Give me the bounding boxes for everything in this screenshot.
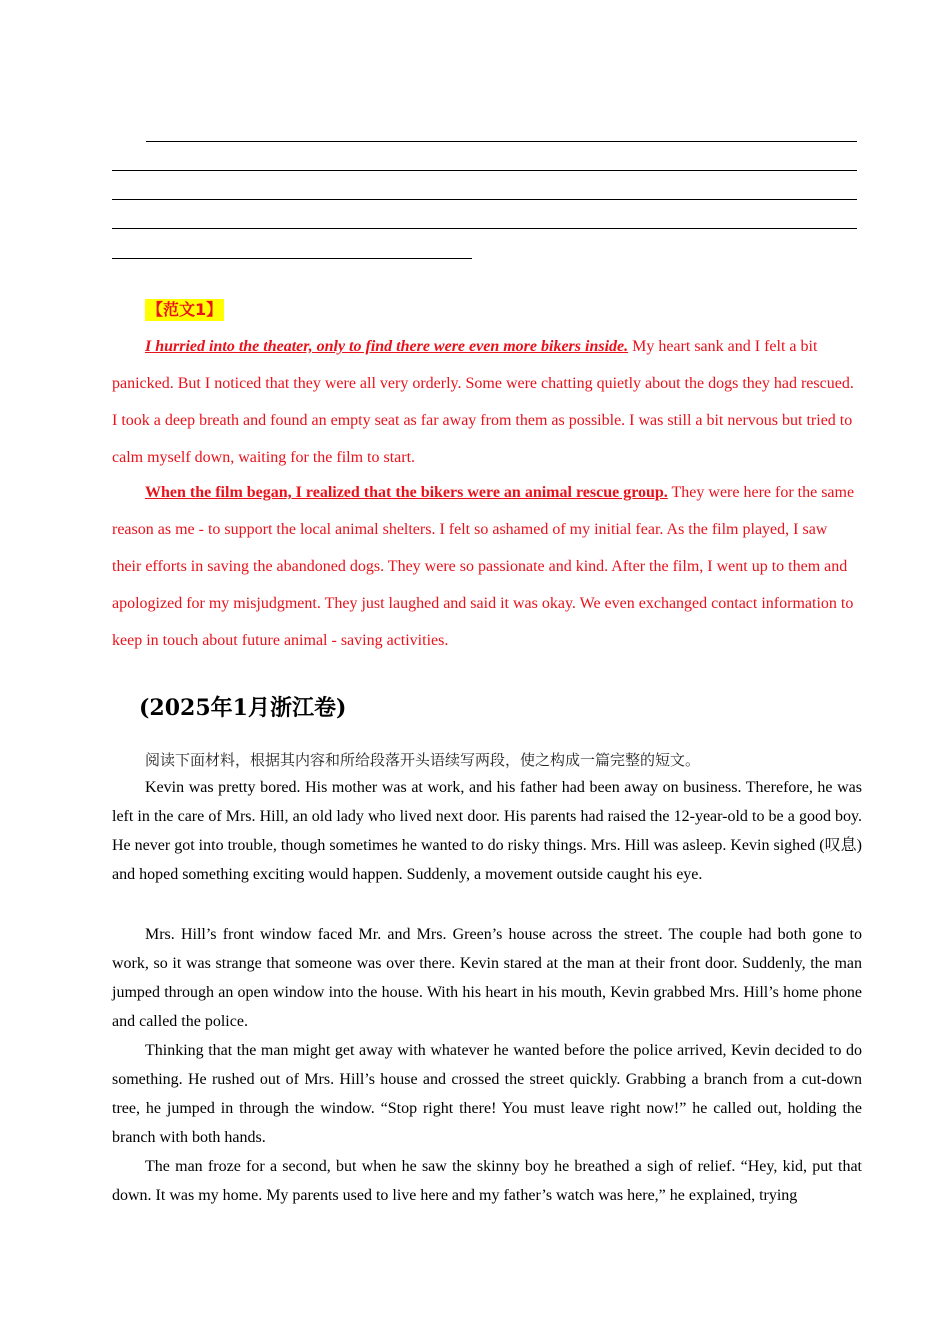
essay-paragraph-1-lead: I hurried into the theater, only to find there were even more bikers inside. <box>145 338 629 355</box>
sample-essay-label: 【范文1】 <box>147 300 223 319</box>
answer-line[interactable] <box>112 199 857 200</box>
essay-paragraph-2-body: They were here for the same reason as me - to support the local animal shelters. I felt so ashamed of my initial fear. As the film played, I saw their efforts in saving the abandoned dogs. They were so passionate and kind. After the film, I went up to them and apologized for my misjudgment. They just laughed and said it was okay. We even exchanged contact information to keep in touch about future animal - saving activities. <box>112 484 855 649</box>
story-paragraph-2 <box>112 920 862 1036</box>
essay-paragraph-1-body: My heart sank and I felt a bit panicked. But I noticed that they were all very orderly. Some were chatting quietly about the dogs they had rescued. I took a deep breath and found an empty seat as far away from them as possible. I was still a bit nervous but tried to calm myself down, waiting for the film to start. <box>112 338 854 466</box>
essay-paragraph-2-lead: When the film began, I realized that the bikers were an animal rescue group. <box>145 484 668 501</box>
section-title: (2025年1月浙江卷) <box>139 695 347 721</box>
answer-line[interactable] <box>112 228 857 229</box>
answer-line[interactable] <box>112 170 857 171</box>
essay-paragraph-1 <box>112 328 860 476</box>
story-paragraph-4 <box>112 1152 862 1210</box>
essay-paragraph-2 <box>112 474 860 659</box>
sample-essay-label-row <box>145 299 224 321</box>
answer-line[interactable] <box>146 141 857 142</box>
story-paragraph-1-text: Kevin was pretty bored. His mother was at work, and his father had been away on business. Therefore, he was left in the care of Mrs. Hill, an old lady who lived next door. His parents had raised the 12-year-old to be a good boy. He never got into trouble, though sometimes he wanted to do risky things. Mrs. Hill was asleep. Kevin sighed (叹息) and hoped something exciting would happen. Suddenly, a movement outside caught his eye. <box>112 779 862 883</box>
story-paragraph-1 <box>112 773 862 889</box>
story-paragraph-3 <box>112 1036 862 1152</box>
story-paragraph-3-text: Thinking that the man might get away with whatever he wanted before the police arrived, Kevin decided to do something. He rushed out of Mrs. Hill’s house and crossed the street quickly. Grabbing a branch from a cut-down tree, he jumped in through the window. “Stop right there! You must leave right now!” he called out, holding the branch with both hands. <box>112 1042 862 1146</box>
story-paragraph-2-text: Mrs. Hill’s front window faced Mr. and Mrs. Green’s house across the street. The couple had both gone to work, so it was strange that someone was over there. Kevin stared at the man at their front door. Suddenly, the man jumped through an open window into the house. With his heart in his mouth, Kevin grabbed Mrs. Hill’s home phone and called the police. <box>112 926 862 1030</box>
answer-line[interactable] <box>112 258 472 259</box>
instructions: 阅读下面材料，根据其内容和所给段落开头语续写两段，使之构成一篇完整的短文。 <box>145 751 701 769</box>
story-paragraph-4-text: The man froze for a second, but when he saw the skinny boy he breathed a sigh of relief. “Hey, kid, put that down. It was my home. My parents used to live here and my father’s watch was here,” he explained, trying <box>112 1158 862 1204</box>
